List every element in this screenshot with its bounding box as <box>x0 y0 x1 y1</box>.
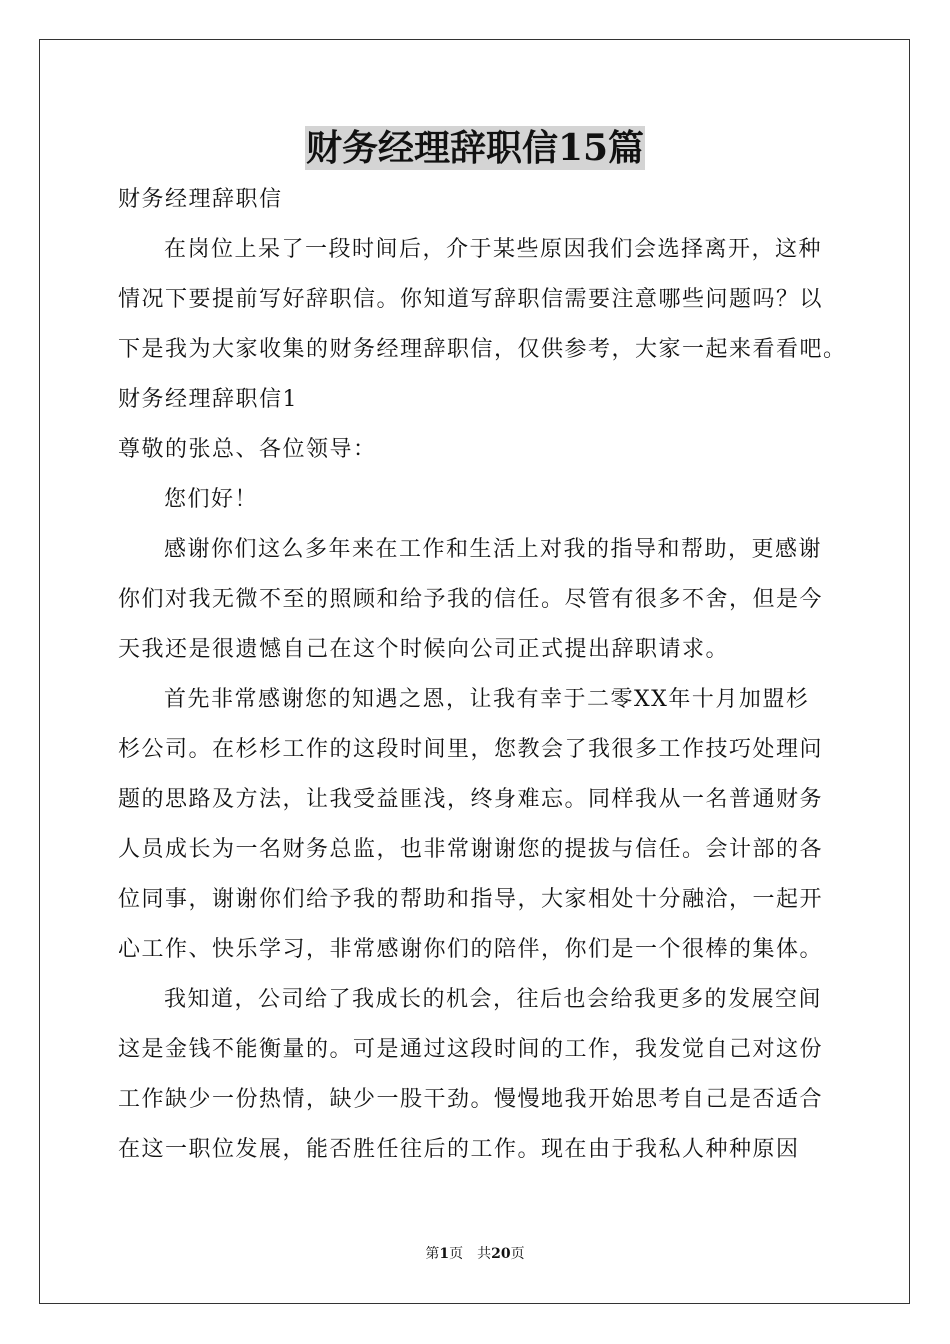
paragraph-line: 在这一职位发展，能否胜任往后的工作。现在由于我私人种种原因 <box>118 1137 800 1162</box>
paragraph-line: 杉公司。在杉杉工作的这段时间里，您教会了我很多工作技巧处理问 <box>118 737 824 762</box>
paragraph-line: 首先非常感谢您的知遇之恩，让我有幸于二零XX年十月加盟杉 <box>164 687 810 712</box>
page-border <box>39 39 910 1304</box>
paragraph-line: 感谢你们这么多年来在工作和生活上对我的指导和帮助，更感谢 <box>164 537 823 562</box>
paragraph-line: 天我还是很遗憾自己在这个时候向公司正式提出辞职请求。 <box>118 637 730 662</box>
paragraph-line: 工作缺少一份热情，缺少一股干劲。慢慢地我开始思考自己是否适合 <box>118 1087 824 1112</box>
footer-page-prefix: 第 <box>425 1246 440 1262</box>
footer-page-number: 1 <box>439 1246 450 1262</box>
paragraph-line: 在岗位上呆了一段时间后，介于某些原因我们会选择离开，这种 <box>164 237 823 262</box>
footer-page-suffix: 页 <box>510 1246 525 1262</box>
paragraph-line: 人员成长为一名财务总监，也非常谢谢您的提拔与信任。会计部的各 <box>118 837 824 862</box>
paragraph-line: 心工作、快乐学习，非常感谢你们的陪伴，你们是一个很棒的集体。 <box>118 937 824 962</box>
paragraph-line: 你们对我无微不至的照顾和给予我的信任。尽管有很多不舍，但是今 <box>118 587 824 612</box>
paragraph-line: 下是我为大家收集的财务经理辞职信，仅供参考，大家一起来看看吧。 <box>118 337 847 362</box>
document-title: 财务经理辞职信15篇 <box>305 127 645 169</box>
section-heading: 财务经理辞职信1 <box>118 387 298 412</box>
footer-page-mid: 页 共 <box>449 1246 492 1262</box>
paragraph-line: 我知道，公司给了我成长的机会，往后也会给我更多的发展空间 <box>164 987 823 1012</box>
paragraph-line: 这是金钱不能衡量的。可是通过这段时间的工作，我发觉自己对这份 <box>118 1037 824 1062</box>
greeting: 您们好！ <box>164 487 259 512</box>
paragraph-line: 位同事，谢谢你们给予我的帮助和指导，大家相处十分融洽，一起开 <box>118 887 824 912</box>
paragraph-line: 题的思路及方法，让我受益匪浅，终身难忘。同样我从一名普通财务 <box>118 787 824 812</box>
footer-total-pages: 20 <box>491 1246 511 1262</box>
section-heading: 财务经理辞职信 <box>118 187 283 212</box>
paragraph-line: 情况下要提前写好辞职信。你知道写辞职信需要注意哪些问题吗？以 <box>118 287 824 312</box>
salutation: 尊敬的张总、各位领导： <box>118 437 377 462</box>
page-footer <box>0 1245 950 1263</box>
